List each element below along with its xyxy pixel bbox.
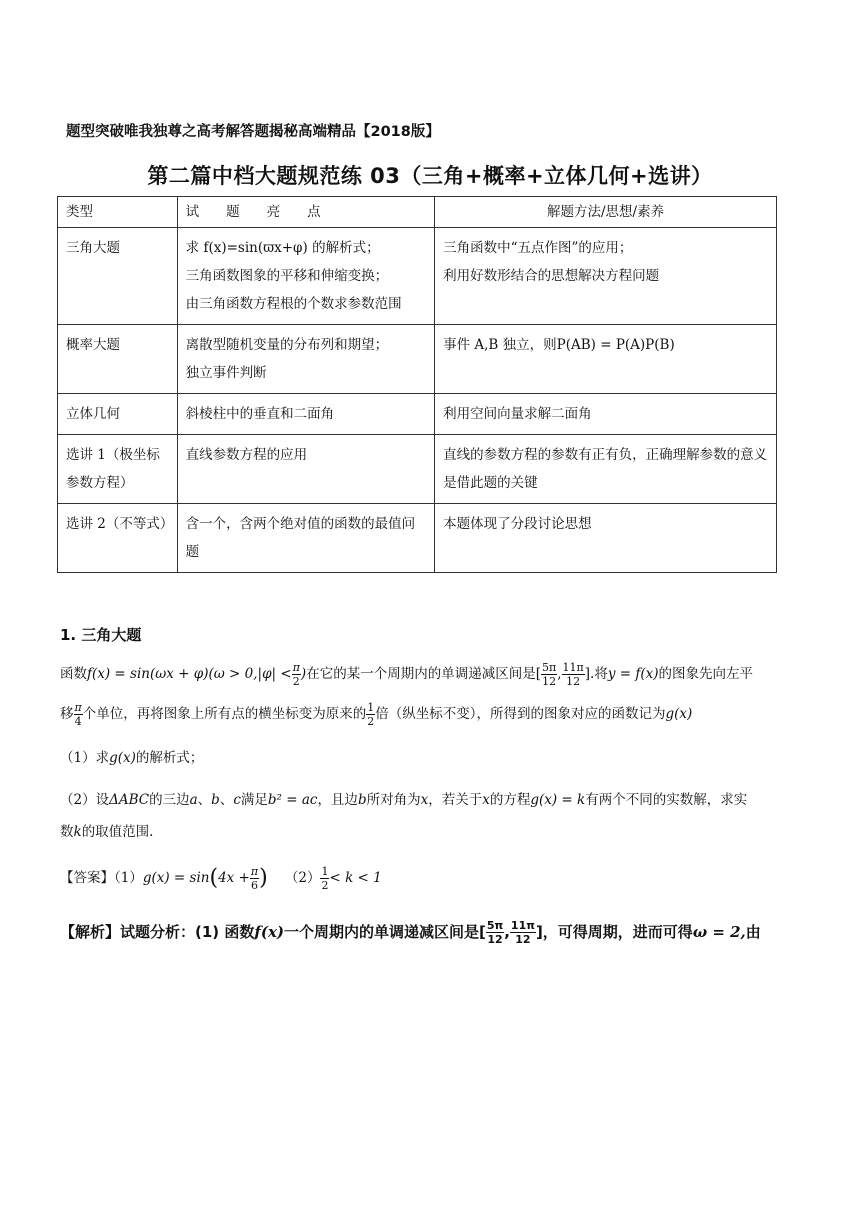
section-title: 1. 三角大题: [60, 626, 142, 644]
table-row: [58, 435, 777, 504]
table-header-cell: 类型: [58, 197, 178, 228]
method-line: 利用好数形结合的思想解决方程问题: [443, 268, 660, 284]
type-cell: 选讲 1（极坐标参数方程）: [58, 435, 178, 504]
series-title: 题型突破唯我独尊之高考解答题揭秘高端精品【2018版】: [66, 124, 440, 140]
method-cell: [435, 435, 777, 504]
fraction: $\frac{\pi}{4}$: [74, 701, 82, 728]
method-cell: [435, 394, 777, 435]
highlights-cell: [177, 504, 434, 573]
highlight-line: 独立事件判断: [185, 365, 267, 381]
highlight-line: 斜棱柱中的垂直和二面角: [185, 406, 335, 422]
method-cell: [435, 504, 777, 573]
function-expression: f(x) = sin(ωx + φ)(ω > 0,|φ| <: [87, 666, 292, 682]
type-cell: 立体几何: [58, 394, 178, 435]
highlight-line: 求 f(x)=sin(ϖx+φ) 的解析式；: [185, 240, 380, 256]
method-line: 事件 A,B 独立，则P(AB) = P(A)P(B): [443, 337, 675, 353]
table-row: [58, 504, 777, 573]
highlights-cell: [177, 394, 434, 435]
answer-label: 【答案】: [60, 870, 114, 886]
method-cell: [435, 228, 777, 325]
highlights-cell: [177, 325, 434, 394]
page-title: 第二篇中档大题规范练 03（三角+概率+立体几何+选讲）: [147, 164, 713, 188]
answer-line: 【答案】（1）g(x) = sin(4x + $\frac{\pi}{6}$ ) （2） $\frac{1}{2}$ < k < 1: [60, 865, 382, 892]
fraction: $\frac{5\pi}{12}$: [486, 919, 504, 946]
method-cell: [435, 325, 777, 394]
analysis-line: 【解析】试题分析：(1) 函数f(x)一个周期内的单调递减区间是[ $\frac{5\pi}{12}$ , $\frac{11\pi}{12}$ ]，可得周期，进而可得ω = 2,由: [60, 919, 761, 946]
fraction: $\frac{5\pi}{12}$: [541, 661, 557, 688]
table-row: [58, 325, 777, 394]
highlight-line: 含一个，含两个绝对值的函数的最值问题: [185, 516, 416, 560]
problem-line-1: 函数f(x) = sin(ωx + φ)(ω > 0,|φ| < $\frac{\pi}{2}$ )在它的某一个周期内的单调递减区间是[ $\frac{5\pi}{12}$ , $\frac{11\pi}{12}$ ].将y = f(x)的图象先向左平: [60, 661, 753, 688]
table-header-row: [58, 197, 777, 228]
highlight-line: 直线参数方程的应用: [185, 447, 308, 463]
highlights-cell: [177, 228, 434, 325]
fraction: $\frac{\pi}{6}$: [250, 865, 259, 892]
analysis-label: 【解析】: [60, 923, 121, 941]
question-1: （1）求g(x)的解析式；: [60, 750, 204, 766]
question-2: （2）设ΔABC的三边a、b、c满足b² = ac，且边b所对角为x，若关于x的方程g(x) = k有两个不同的实数解，求实 数k的取值范围.: [60, 792, 748, 840]
table-row: [58, 228, 777, 325]
method-line: 三角函数中“五点作图”的应用；: [443, 240, 633, 256]
fraction: $\frac{1}{2}$: [367, 701, 375, 728]
fraction: $\frac{11\pi}{12}$: [562, 661, 584, 688]
fraction: $\frac{11\pi}{12}$: [510, 919, 535, 946]
method-line: 利用空间向量求解二面角: [443, 406, 592, 422]
table-header-cell: 试 题 亮 点: [177, 197, 434, 228]
table-row: [58, 394, 777, 435]
summary-table: [57, 196, 777, 573]
method-line: 直线的参数方程的参数有正有负，正确理解参数的意义是借此题的关键: [443, 447, 768, 491]
table-header-cell: 解题方法/思想/素养: [435, 197, 777, 228]
highlight-line: 三角函数图象的平移和伸缩变换；: [185, 268, 389, 284]
problem-line-2: 移 $\frac{\pi}{4}$ 个单位，再将图象上所有点的横坐标变为原来的 $\frac{1}{2}$ 倍（纵坐标不变），所得到的图象对应的函数记为g(x): [60, 701, 693, 728]
type-cell: 三角大题: [58, 228, 178, 325]
fraction: $\frac{1}{2}$: [321, 865, 329, 892]
method-line: 本题体现了分段讨论思想: [443, 516, 592, 532]
highlight-line: 由三角函数方程根的个数求参数范围: [185, 296, 402, 312]
type-cell: 选讲 2（不等式）: [58, 504, 178, 573]
highlight-line: 离散型随机变量的分布列和期望；: [185, 337, 389, 353]
highlights-cell: [177, 435, 434, 504]
type-cell: 概率大题: [58, 325, 178, 394]
fraction: $\frac{\pi}{2}$: [292, 661, 300, 688]
